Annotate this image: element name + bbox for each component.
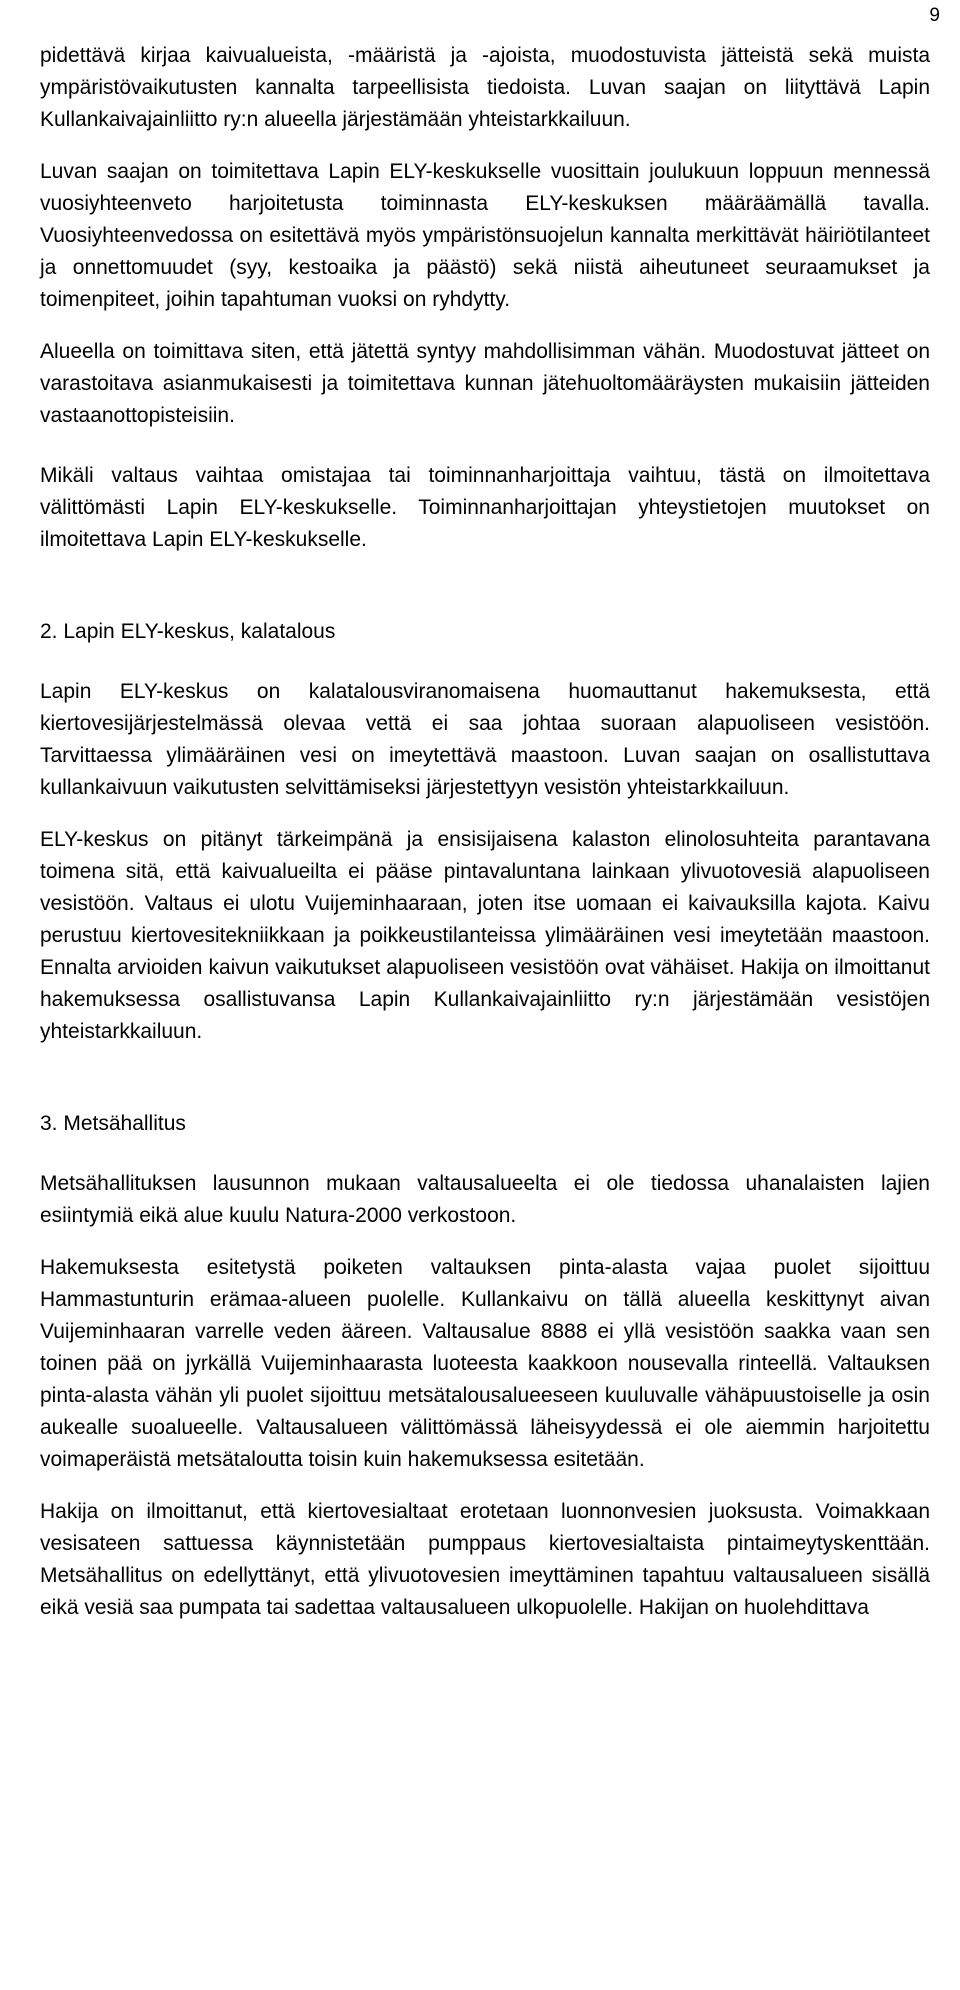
paragraph-circulation-ponds: Hakija on ilmoittanut, että kiertovesialtaat erotetaan luonnonvesien juoksusta. Voimakkaan vesisateen sattuessa käynnistetään pumppaus kiertovesialtaista pintaimeytyskenttään. Metsähallitus on edellyttänyt, että ylivuotovesien imeyttäminen tapahtuu valtausalueen sisällä eikä vesiä saa pumpata tai sadettaa valtausalueen ulkopuolelle. Hakijan on huolehdittava	[40, 1500, 930, 1619]
page-number: 9	[929, 5, 940, 26]
paragraph-annual-summary: Luvan saajan on toimitettava Lapin ELY-keskukselle vuosittain joulukuun loppuun mennessä vuosiyhteenveto harjoitetusta toiminnasta ELY-keskuksen määräämällä tavalla. Vuosiyhteenvedossa on esitettävä myös ympäristönsuojelun kannalta merkittävät häiriötilanteet ja onnettomuudet (syy, kestoaika ja päästö) sekä niistä aiheutuneet seuraamukset ja toimenpiteet, joihin tapahtuman vuoksi on ryhdytty.	[40, 160, 930, 311]
paragraph-owner-change: Mikäli valtaus vaihtaa omistajaa tai toiminnanharjoittaja vaihtuu, tästä on ilmoitettava välittömästi Lapin ELY-keskukselle. Toiminnanharjoittajan yhteystietojen muutokset on ilmoitettava Lapin ELY-keskukselle.	[40, 464, 930, 551]
paragraph-area-location: Hakemuksesta esitetystä poiketen valtauksen pinta-alasta vajaa puolet sijoittuu Hammastunturin erämaa-alueen puolelle. Kullankaivu on tällä alueella keskittynyt aivan Vuijeminhaaran varrelle veden ääreen. Valtausalue 8888 ei yllä vesistöön saakka vaan sen toinen pää on jyrkällä Vuijeminhaarasta luoteesta kaakkoon nousevalla rinteellä. Valtauksen pinta-alasta vähän yli puolet sijoittuu metsätalousalueeseen kuuluvalle vähäpuustoiselle ja osin aukealle suoalueelle. Valtausalueen välittömässä läheisyydessä ei ole aiemmin harjoitettu voimaperäistä metsätaloutta toisin kuin hakemuksessa esitetään.	[40, 1256, 930, 1471]
paragraph-record-keeping: pidettävä kirjaa kaivualueista, -määristä ja -ajoista, muodostuvista jätteistä sekä muista ympäristövaikutusten kannalta tarpeellisista tiedoista. Luvan saajan on liityttävä Lapin Kullankaivajainliitto ry:n alueella järjestämään yhteistarkkailuun.	[40, 44, 930, 131]
section-heading-metsahallitus: 3. Metsähallitus	[40, 1112, 186, 1135]
paragraph-ely-statement: Lapin ELY-keskus on kalatalousviranomaisena huomauttanut hakemuksesta, että kiertovesijärjestelmässä olevaa vettä ei saa johtaa suoraan alapuoliseen vesistöön. Tarvittaessa ylimääräinen vesi on imeytettävä maastoon. Luvan saajan on osallistuttava kullankaivuun vaikutusten selvittämiseksi järjestettyyn vesistön yhteistarkkailuun.	[40, 680, 930, 799]
section-heading-ely-fisheries: 2. Lapin ELY-keskus, kalatalous	[40, 620, 336, 643]
paragraph-waste: Alueella on toimittava siten, että jätettä syntyy mahdollisimman vähän. Muodostuvat jätteet on varastoitava asianmukaisesti ja toimitettava kunnan jätehuoltomääräysten mukaisiin jätteiden vastaanottopisteisiin.	[40, 340, 930, 427]
document-page	[40, 0, 930, 1624]
paragraph-metsahallitus-statement: Metsähallituksen lausunnon mukaan valtausalueelta ei ole tiedossa uhanalaisten lajien esiintymiä eikä alue kuulu Natura-2000 verkostoon.	[40, 1172, 930, 1227]
paragraph-ely-priority: ELY-keskus on pitänyt tärkeimpänä ja ensisijaisena kalaston elinolosuhteita parantavana toimena sitä, että kaivualueilta ei pääse pintavaluntana lainkaan ylivuotovesiä alapuoliseen vesistöön. Valtaus ei ulotu Vuijeminhaaraan, joten itse uomaan ei kaivauksilla kajota. Kaivu perustuu kiertovesitekniikkaan ja poikkeustilanteissa ylimääräinen vesi imeytetään maastoon. Ennalta arvioiden kaivun vaikutukset alapuoliseen vesistöön ovat vähäiset. Hakija on ilmoittanut hakemuksessa osallistuvansa Lapin Kullankaivajainliitto ry:n järjestämään vesistöjen yhteistarkkailuun.	[40, 828, 930, 1043]
